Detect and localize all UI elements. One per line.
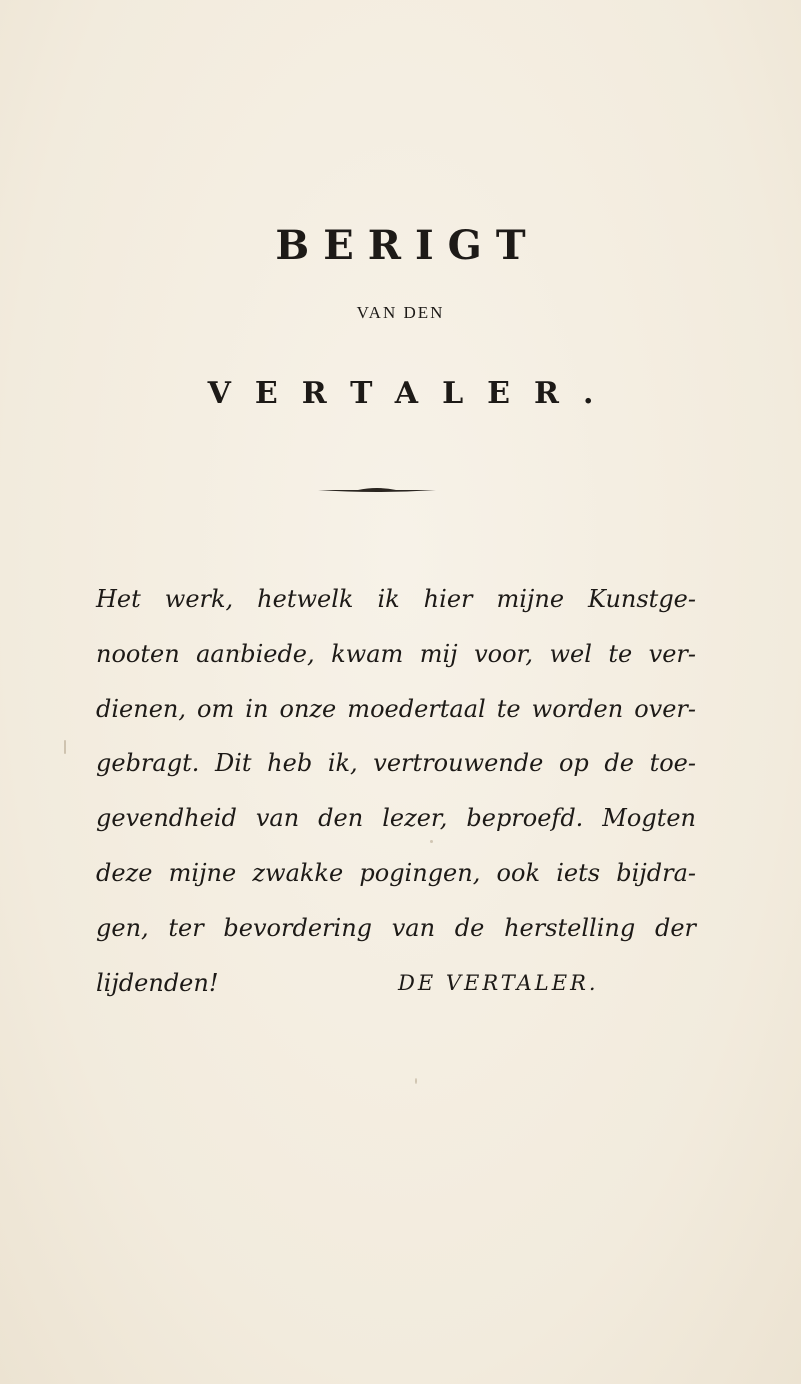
ornamental-rule	[318, 486, 436, 494]
body-line: gen, ter bevordering van de herstelling der	[96, 913, 696, 942]
heading-title: BERIGT	[275, 222, 540, 269]
body-line: gebragt. Dit heb ik, vertrouwende op de toe-	[96, 749, 696, 778]
paper-blemish	[238, 650, 241, 653]
body-line: lijdenden!	[96, 968, 219, 997]
heading-name: VERTALER.	[207, 376, 618, 411]
heading-subtitle: VAN DEN	[356, 303, 445, 322]
paper-blemish	[415, 1078, 417, 1084]
paper-blemish	[64, 740, 66, 754]
signature: DE VERTALER.	[398, 971, 599, 995]
body-line: Het werk, hetwelk ik hier mijne Kunstge-	[96, 585, 696, 613]
body-paragraph	[96, 572, 696, 1010]
body-line: deze mijne zwakke pogingen, ook iets bijdra-	[96, 858, 696, 887]
body-line: nooten aanbiede, kwam mij voor, wel te ver-	[96, 639, 696, 668]
body-line: gevendheid van den lezer, beproefd. Mogten	[96, 804, 696, 833]
body-line: dienen, om in onze moedertaal te worden over-	[96, 694, 696, 723]
paper-blemish	[430, 840, 433, 843]
